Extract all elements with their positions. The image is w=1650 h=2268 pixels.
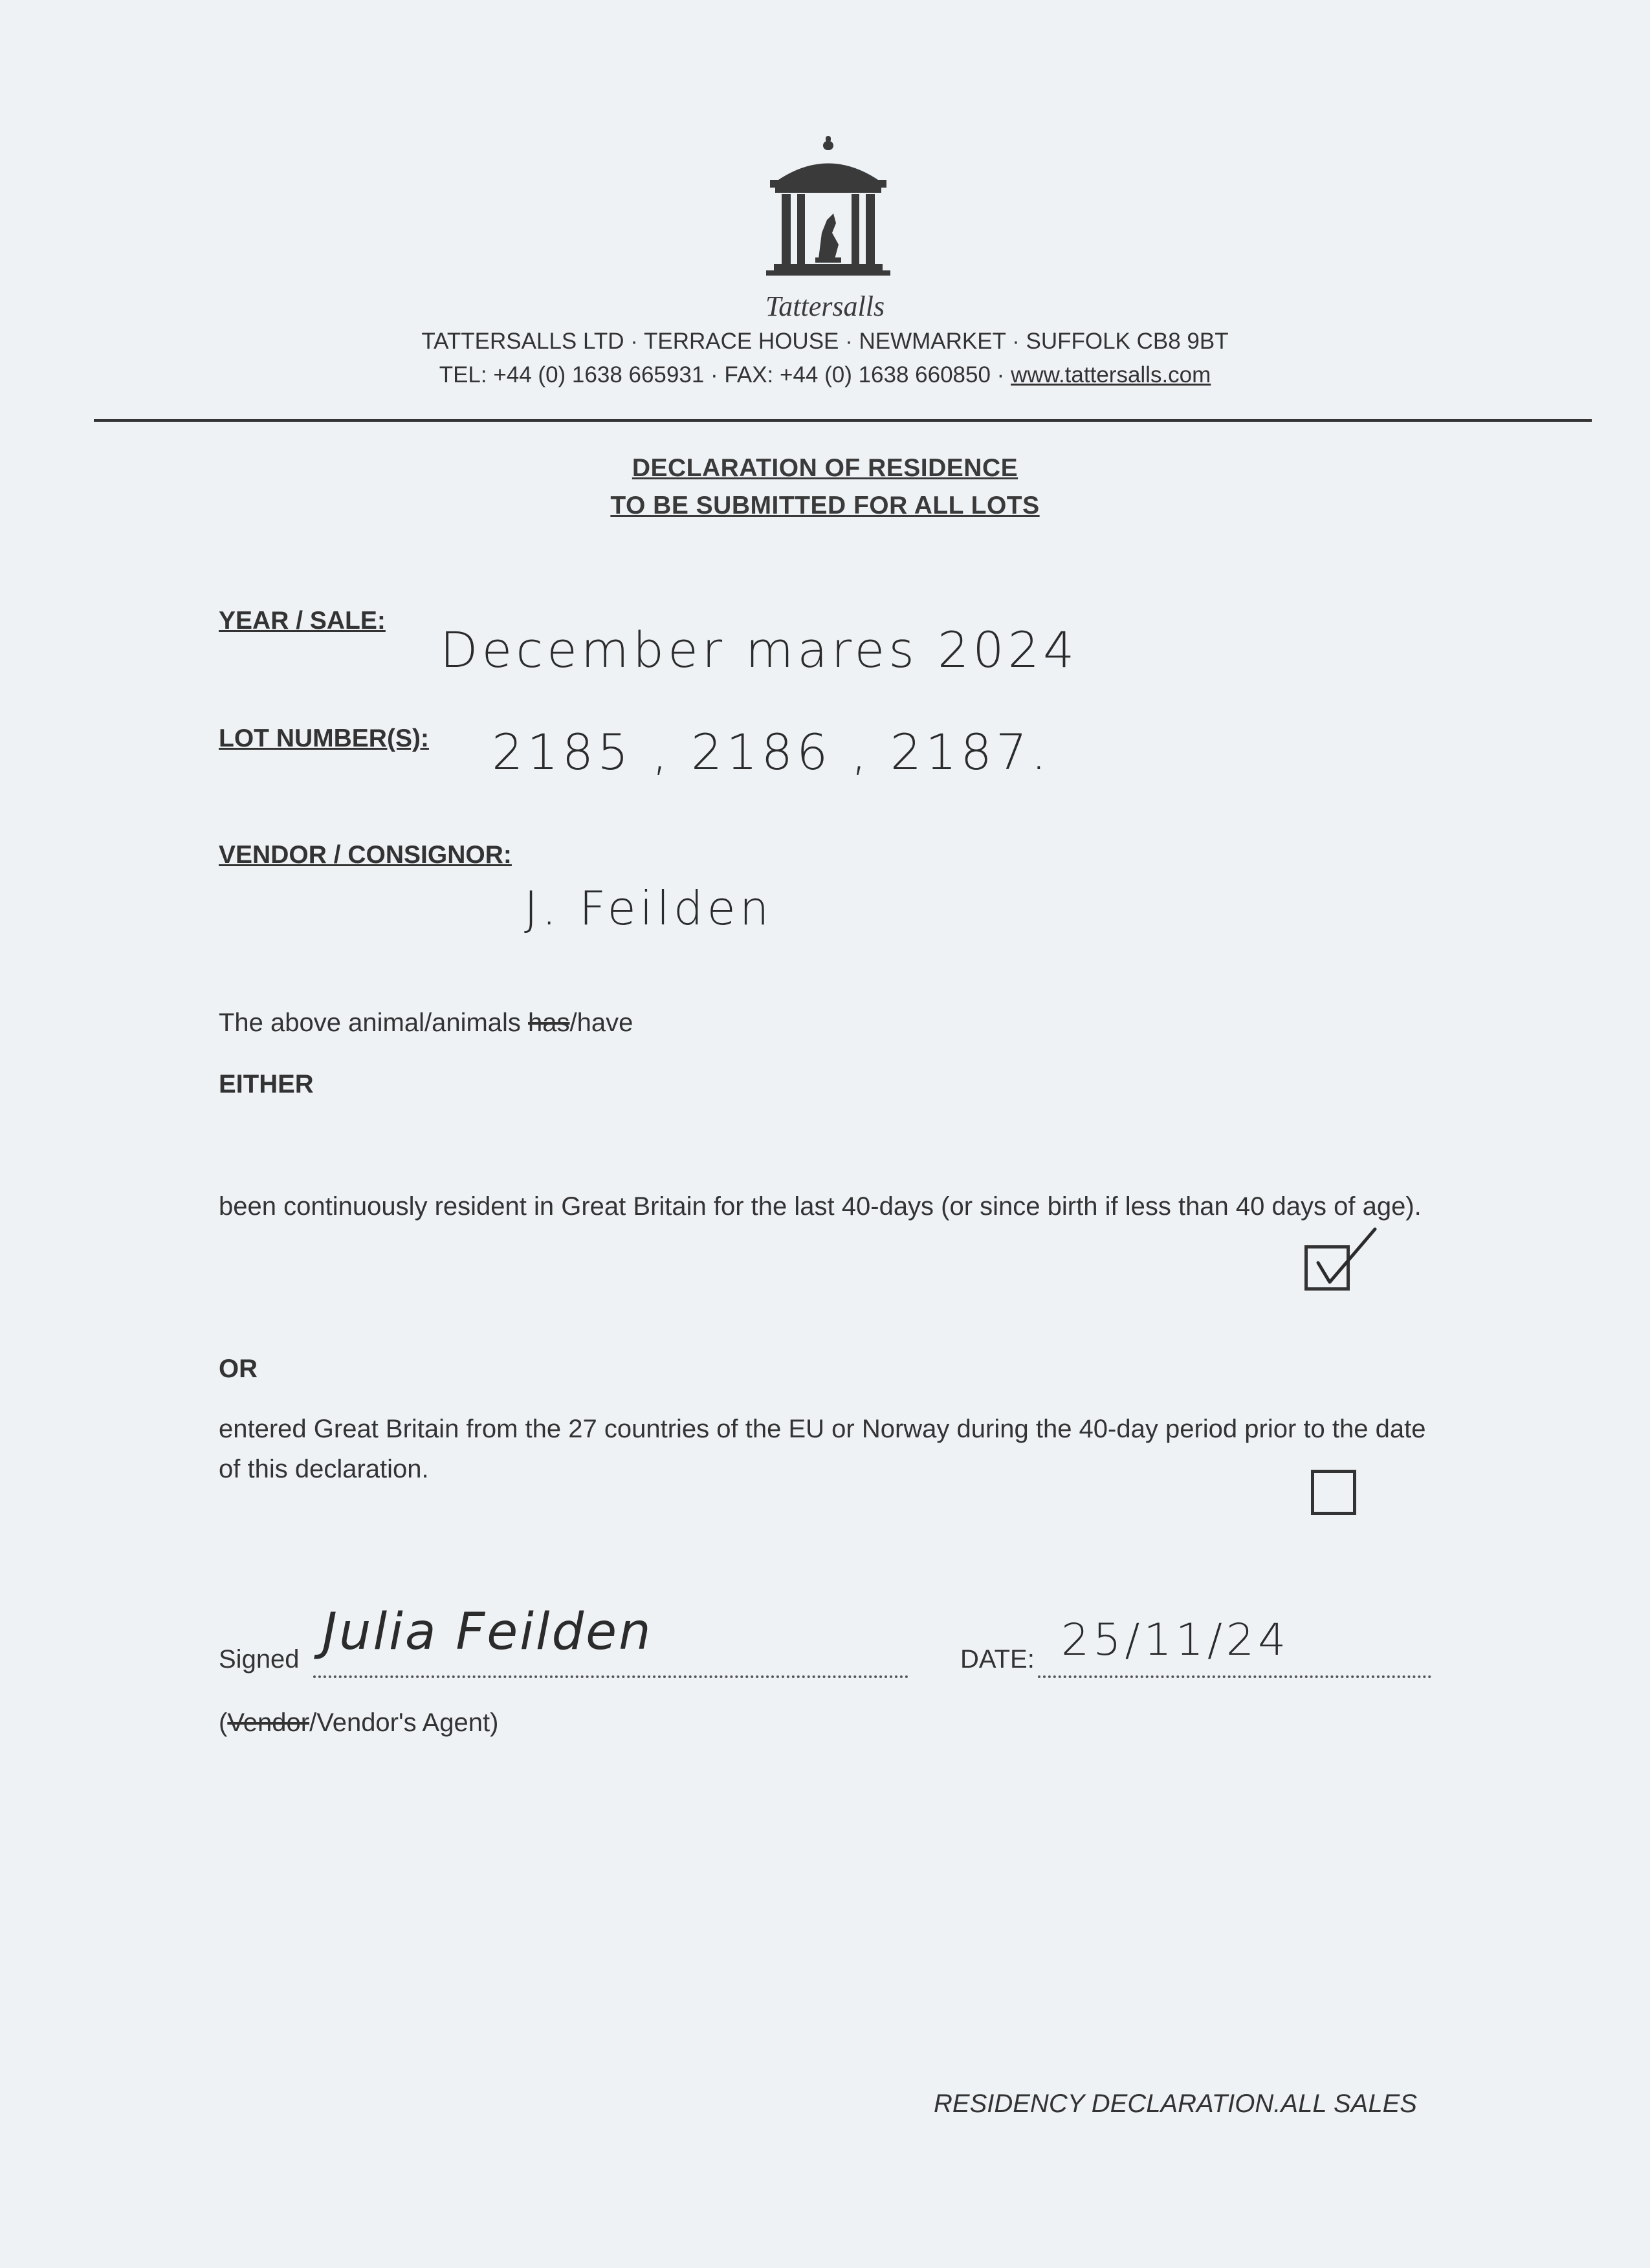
checkmark-icon — [1304, 1223, 1394, 1294]
vendor-consignor-label: VENDOR / CONSIGNOR: — [219, 841, 512, 869]
date-line — [1038, 1675, 1431, 1678]
option2-text: entered Great Britain from the 27 countries of the EU or Norway during the 40-day period prior to the date of this declaration. — [219, 1415, 1426, 1483]
year-sale-value[interactable]: December mares 2024 — [440, 621, 1079, 679]
lot-numbers-label: LOT NUMBER(S): — [219, 725, 429, 752]
footer-reference: RESIDENCY DECLARATION.ALL SALES — [934, 2089, 1417, 2118]
role-open: ( — [219, 1708, 228, 1737]
struck-word-vendor: Vendor — [227, 1708, 310, 1737]
option1-text: been continuously resident in Great Britain for the last 40-days (or since birth if less than 40 days of age). — [219, 1192, 1422, 1221]
company-address: TATTERSALLS LTD · TERRACE HOUSE · NEWMARKET · SUFFOLK CB8 9BT — [421, 329, 1229, 354]
option1-checkbox[interactable] — [1304, 1245, 1350, 1291]
header-divider — [94, 419, 1592, 422]
brand-name: Tattersalls — [765, 290, 885, 322]
form-title-line1: DECLARATION OF RESIDENCE — [632, 454, 1018, 482]
role-rest: /Vendor's Agent) — [309, 1708, 499, 1737]
date-value[interactable]: 25/11/24 — [1061, 1615, 1290, 1666]
struck-word-has: has — [528, 1009, 570, 1037]
form-title-line2: TO BE SUBMITTED FOR ALL LOTS — [610, 492, 1040, 519]
vendor-consignor-value[interactable]: J. Feilden — [524, 881, 773, 935]
signature-value[interactable]: Julia Feilden — [322, 1603, 653, 1661]
animals-statement — [219, 1003, 633, 1043]
contact-details: TEL: +44 (0) 1638 665931 · FAX: +44 (0) 1638 660850 · — [439, 362, 1011, 387]
or-heading: OR — [219, 1355, 258, 1383]
either-heading: EITHER — [219, 1070, 314, 1098]
lot-numbers-value[interactable]: 2185 , 2186 , 2187. — [492, 723, 1051, 781]
website-link[interactable]: www.tattersalls.com — [1011, 362, 1211, 387]
option2-checkbox[interactable] — [1311, 1470, 1356, 1515]
company-contact — [0, 362, 1650, 388]
date-label: DATE: — [960, 1645, 1035, 1674]
year-sale-label: YEAR / SALE: — [219, 607, 386, 635]
statement-suffix: /have — [569, 1009, 633, 1037]
statement-prefix: The above animal/animals — [219, 1009, 529, 1037]
signer-role — [219, 1703, 498, 1743]
signed-label: Signed — [219, 1645, 300, 1674]
signature-line — [313, 1675, 908, 1678]
tattersalls-temple-logo-icon — [751, 136, 906, 291]
